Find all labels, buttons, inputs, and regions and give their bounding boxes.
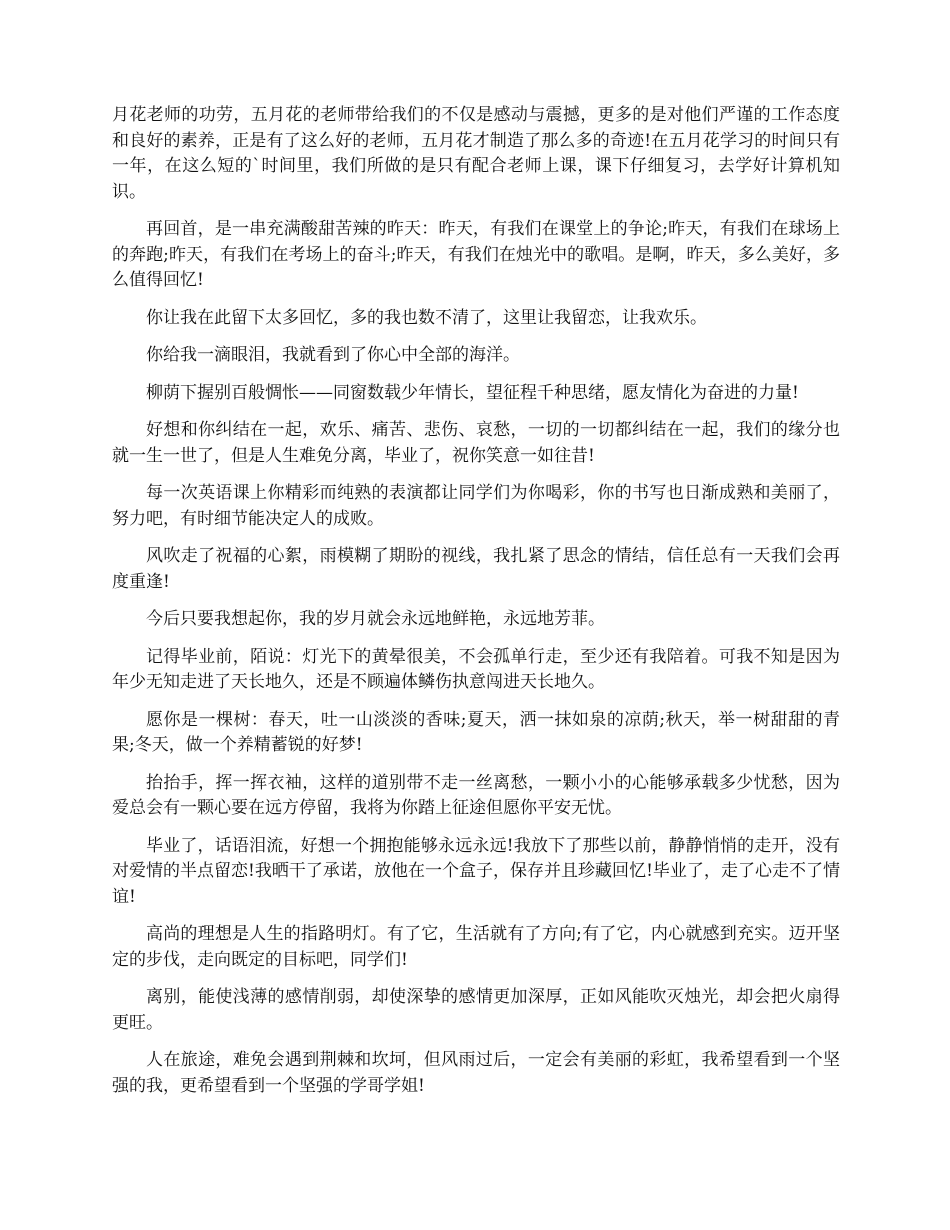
paragraph: 好想和你纠结在一起，欢乐、痛苦、悲伤、哀愁，一切的一切都纠结在一起，我们的缘分也就一生一世了，但是人生难免分离，毕业了，祝你笑意一如往昔! — [112, 420, 840, 466]
paragraph: 高尚的理想是人生的指路明灯。有了它，生活就有了方向;有了它，内心就感到充实。迈开坚定的步伐，走向既定的目标吧，同学们! — [112, 924, 840, 970]
paragraph: 抬抬手，挥一挥衣袖，这样的道别带不走一丝离愁，一颗小小的心能够承载多少忧愁，因为爱总会有一颗心要在远方停留，我将为你踏上征途但愿你平安无忧。 — [112, 772, 840, 818]
paragraph: 你给我一滴眼泪，我就看到了你心中全部的海洋。 — [146, 345, 520, 365]
paragraph: 今后只要我想起你，我的岁月就会永远地鲜艳，永远地芳菲。 — [146, 609, 605, 629]
paragraph: 风吹走了祝福的心絮，雨模糊了期盼的视线，我扎紧了思念的情结，信任总有一天我们会再度重逢! — [112, 546, 840, 592]
paragraph: 离别，能使浅薄的感情削弱，却使深挚的感情更加深厚，正如风能吹灭烛光，却会把火扇得更旺。 — [112, 987, 840, 1033]
paragraph: 每一次英语课上你精彩而纯熟的表演都让同学们为你喝彩，你的书写也日渐成熟和美丽了，努力吧，有时细节能决定人的成败。 — [112, 483, 840, 529]
paragraph: 再回首，是一串充满酸甜苦辣的昨天：昨天，有我们在课堂上的争论;昨天，有我们在球场上的奔跑;昨天，有我们在考场上的奋斗;昨天，有我们在烛光中的歌唱。是啊，昨天，多么美好，多么值得回忆! — [112, 219, 840, 290]
paragraph: 你让我在此留下太多回忆，多的我也数不清了，这里让我留恋，让我欢乐。 — [146, 307, 707, 328]
paragraph: 毕业了，话语泪流，好想一个拥抱能够永远永远!我放下了那些以前，静静悄悄的走开，没有对爱情的半点留恋!我晒干了承诺，放他在一个盒子，保存并且珍藏回忆!毕业了，走了心走不了情谊! — [112, 835, 840, 907]
paragraph: 人在旅途，难免会遇到荆棘和坎坷，但风雨过后，一定会有美丽的彩虹，我希望看到一个坚强的我，更希望看到一个坚强的学哥学姐! — [112, 1050, 840, 1096]
paragraph-continued: 月花老师的功劳，五月花的老师带给我们的不仅是感动与震撼，更多的是对他们严谨的工作态度和良好的素养，正是有了这么好的老师，五月花才制造了那么多的奇迹!在五月花学习的时间只有一年，在这么短的`时间里，我们所做的是只有配合老师上课，课下仔细复习，去学好计算机知识。 — [112, 105, 840, 202]
paragraph: 记得毕业前，陌说：灯光下的黄晕很美，不会孤单行走，至少还有我陪着。可我不知是因为年少无知走进了天长地久，还是不顾遍体鳞伤执意闯进天长地久。 — [112, 646, 840, 692]
paragraph: 愿你是一棵树：春天，吐一山淡淡的香味;夏天，洒一抹如泉的凉荫;秋天，举一树甜甜的青果;冬天，做一个养精蓄锐的好梦! — [112, 709, 840, 755]
paragraph: 柳荫下握别百般惆怅——同窗数载少年情长，望征程千种思绪，愿友情化为奋进的力量! — [146, 382, 799, 403]
document-page — [112, 103, 840, 1111]
